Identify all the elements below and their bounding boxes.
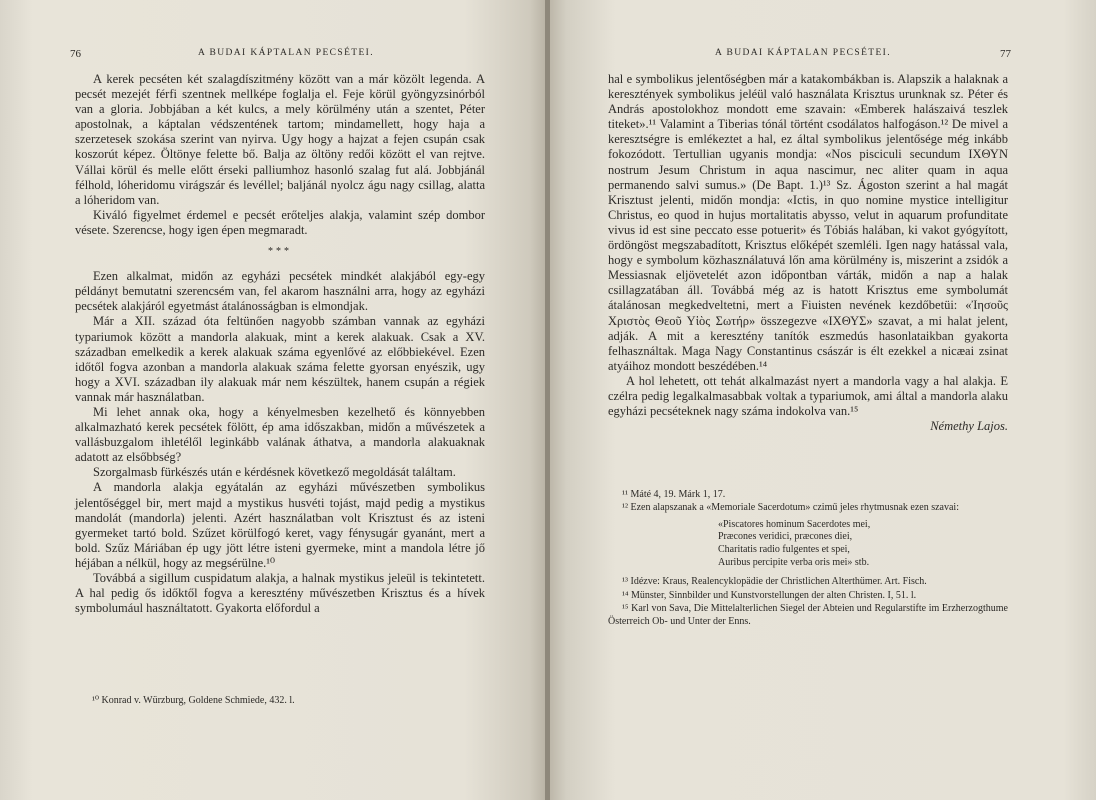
left-body-text (75, 72, 485, 616)
verse-line: Auribus percipite verba oris mei» stb. (718, 556, 870, 568)
paragraph: Ezen alkalmat, midőn az egyházi pecsétek mindkét alakjából egy-egy példányt bemutatni szerencsém van, fel akarom használni arra, hogy az egyházi pecsétek alakjáról egyetmást átalánosságban is elmondjak. (75, 269, 485, 314)
footnote: ¹¹ Máté 4, 19. Márk 1, 17. (622, 489, 726, 500)
footnote: ¹⁵ Karl von Sava, Die Mittelalterlichen Siegel der Abteien und Regularstifte im Erzherzogthume Österreich Ob- und Unter der Enns. (608, 603, 1008, 628)
left-footnotes (78, 694, 488, 707)
paragraph: Mi lehet annak oka, hogy a kényelmesben kezelhető és könnyebben alkalmazható kerek pecsétek fölött, ép ama időszakban, midőn a művészetek a vallásbuzgalom ihletélől leginkább valának áthatva, a mandorla alakuaknak adatott az elsőbbség? (75, 404, 485, 465)
right-body-text (608, 72, 1008, 434)
paragraph: A mandorla alakja egyátalán az egyházi művészetben symbolikus jelentőséggel bir, mert majd a mystikus husvéti tojást, majd pedig a mystikus mandolát (mandorla) jelenti. Azért használatban volt Krisztust és az isteni gyermeket tartó bold. Szűzet körülfogó keret, vagy fénysugár gyanánt, mert a bold. Szűz Máriában ép ugy jött létre isteni gyermeke, mint a mandola létre jő héjában a nélkül, hogy az megsérülne.¹⁰ (75, 480, 485, 570)
paragraph: Kiváló figyelmet érdemel e pecsét erőteljes alakja, valamint szép dombor vésete. Szerencse, hogy igen épen megmaradt. (75, 207, 485, 237)
footnote: ¹⁴ Münster, Sinnbilder und Kunstvorstellungen der alten Christen. I, 51. l. (622, 589, 917, 601)
paragraph: Már a XII. század óta feltünően nagyobb számban vannak az egyházi typariumok között a mandorla alakuak, mint a kerek alakuak. Csak a XV. században emelkedik a kerek alakuak száma egyenlővé az előbbiekével. Ezen időtől fogva azonban a mandorla alakuak száma felette gyorsan enyészik, ugy hogy a XVI. században ily alakuak már nem készültek, hanem csupán a régiek vannak már használatban. (75, 314, 485, 404)
running-head: A BUDAI KÁPTALAN PECSÉTEI. (197, 48, 375, 58)
footnote: ¹³ Idézve: Kraus, Realencyklopädie der Christlichen Alterthümer. Art. Fisch. (622, 576, 927, 588)
paragraph: A kerek pecséten két szalagdíszitmény között van a már közölt legenda. A pecsét mezejét férfi szentnek mellképe foglalja el. Feje körül gyöngyzsinórból van a gloria. Jobbjában a két kulcs, a mely körülmény után a szentet, Péter apostolnak, a káptalan védszentének tartom; mindamellett, hogy haja a szerzetesek szokása szerint van nyirva. Ugy hogy a hajzat a fejen csupán csak koszorút képez. Öltönye felette bő. Balja az öltöny redői között el van rejtve. Vállai körül és melle előtt érseki palliumhoz hasonló szalag fut alá. Jobbjánál félhold, lóheridomu virágszár és levéllel; baljánál nyolcz águ nagy csillag, alatta a lóheridom van. (75, 72, 485, 207)
paragraph: hal e symbolikus jelentőségben már a katakombákban is. Alapszik a halaknak a keresztények symbolikus jeléül való használata Krisztus urunknak sz. Péter és András apostolokhoz mondott eme szavain: «Emberek halászaivá teszlek titeket».¹¹ Valamint a Tiberias tónál történt csodálatos halfogáson.¹² De mivel a keresztségre is emlékeztet a hal, ez által symbolikus jelentősége még inkább fokozódott. Tertullian ugyanis mondja: «Nos pisciculi secundum ΙΧΘΥΝ nostrum Jesum Christum in aqua nascimur, nec aliter quam in aqua permanendo salvi sumus.» (De Bapt. 1.)¹³ Sz. Ágoston szerint a hal magát Krisztust jelenti, midőn mondja: «Ictis, in quo nomine mystice intelligitur Christus, eo quod in hujus mortalitatis abysso, velut in aquarum profunditate vivus id est sine peccato esse potuerit» és Tóbiás halában, ki vakot gyógyított, ördöngöst megszabadított, Krisztus előképét szemléli. Igen nagy hatással vala, hogy e symbolum közhasználatuvá lőn ama körülmény is, miszerint a zsidók a Messiasnak eljövetelét azon időpontban várták, midőn a nap a halak csillagzatában áll. Továbbá még az is hatott Krisztus eme symbolumát átalánosan megkedveltetni, mert a Fiuisten nevének kezdőbetüi: «Ἰησοῦς Χριστὸς Θεοῦ Υἱὸς Σωτήρ» összegezve «ΙΧΘΥΣ» szavat, a mi halat jelent, adják. A mit a keresztény tanítók eszmedús hasonlataikban gyakorta felhasználtak. Maga Nagy Constantinus császár is élt ezekkel a nicæai zsinat atyáihoz mondott beszédében.¹⁴ (608, 72, 1008, 373)
page-number: 76 (70, 48, 81, 60)
paragraph: A hol lehetett, ott tehát alkalmazást nyert a mandorla vagy a hal alakja. E czélra pedig legalkalmasabbak voltak a typariumok, ami által a mandorla alaku egyházi pecséteknek nagy száma indokolva van.¹⁵ (608, 373, 1008, 419)
verse-line: «Piscatores hominum Sacerdotes mei, (718, 518, 871, 530)
quoted-verse (718, 519, 1008, 569)
paragraph: Továbbá a sigillum cuspidatum alakja, a halnak mystikus jeleül is tekintetett. A hal pedig ős időktől fogva a keresztény művészetben Krisztus és a hívek symbolumául használtatott. Gyakorta előfordul a (75, 571, 485, 616)
section-separator: *** (268, 246, 292, 258)
right-footnotes (608, 488, 1008, 629)
footnote: ¹⁰ Konrad v. Würzburg, Goldene Schmiede, 432. l. (92, 695, 295, 706)
running-head: A BUDAI KÁPTALAN PECSÉTEI. (714, 48, 892, 58)
right-page (550, 0, 1096, 800)
verse-line: Charitatis radio fulgentes et spei, (718, 544, 850, 555)
left-page (0, 0, 546, 800)
page-number: 77 (1000, 48, 1011, 60)
footnote: ¹² Ezen alapszanak a «Memoriale Sacerdotum» czimű jeles rhytmusnak ezen szavai: (622, 502, 959, 514)
author-signature: Némethy Lajos. (930, 419, 1008, 434)
paragraph: Szorgalmasb fürkészés után e kérdésnek következő megoldását találtam. (93, 465, 456, 480)
verse-line: Præcones veridici, præcones diei, (718, 531, 853, 543)
